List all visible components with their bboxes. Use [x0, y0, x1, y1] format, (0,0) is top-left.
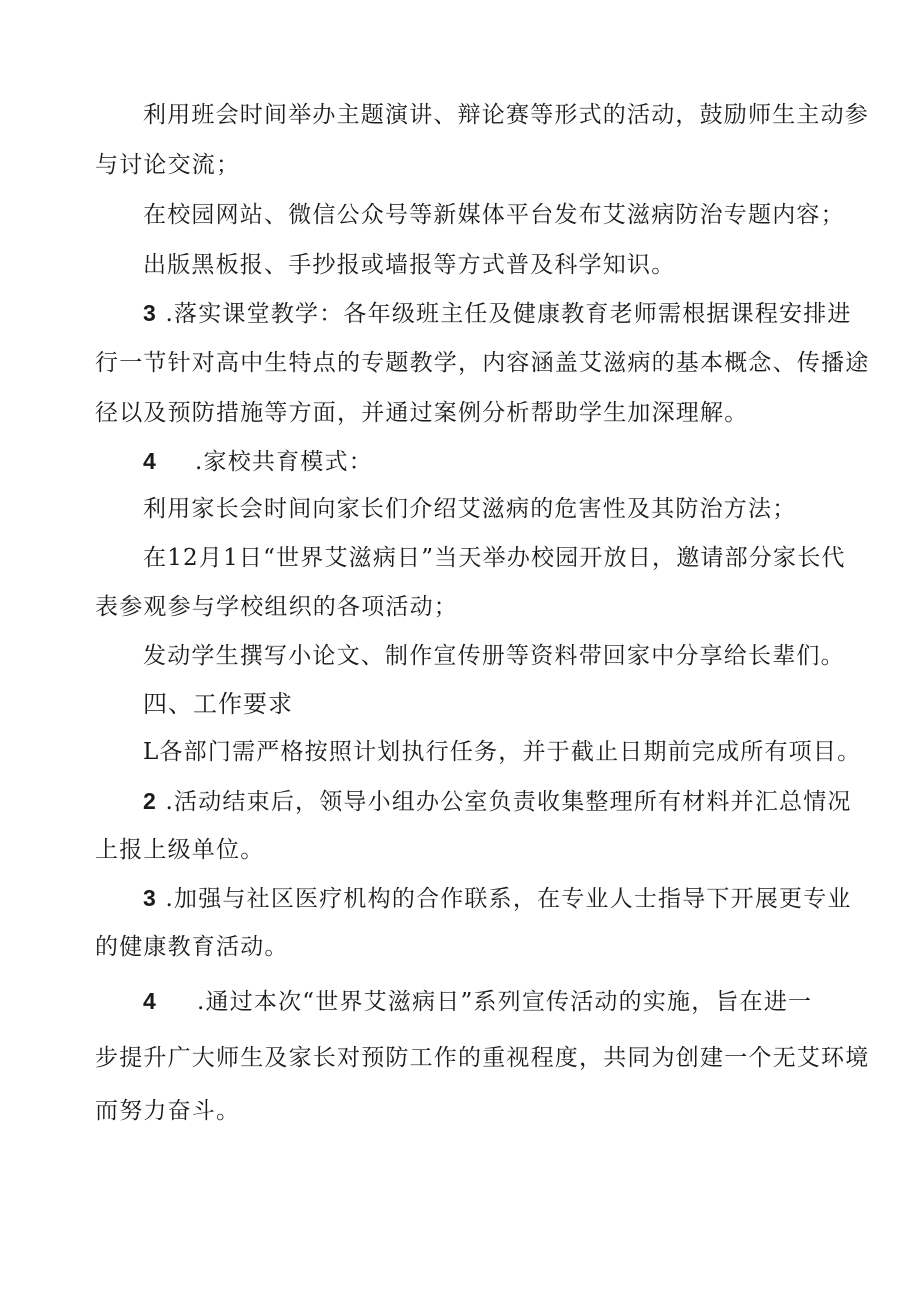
paragraph-line: 发动学生撰写小论文、制作宣传册等资料带回家中分享给长辈们。: [143, 643, 845, 669]
paragraph-line: 与讨论交流；: [95, 152, 241, 178]
paragraph-line: 在12月1日“世界艾滋病日”当天举办校园开放日，邀请部分家长代: [143, 545, 846, 571]
paragraph-line: 出版黑板报、手抄报或墙报等方式普及科学知识。: [143, 252, 676, 278]
requirement-item-2: [143, 786, 852, 817]
list-number: 4: [143, 448, 157, 474]
list-item-text: .通过本次“世界艾滋病日”系列宣传活动的实施，旨在进一: [197, 989, 813, 1015]
list-number: 3: [143, 300, 157, 326]
paragraph-line: 利用家长会时间向家长们介绍艾滋病的危害性及其防治方法；: [143, 496, 797, 522]
paragraph-line: 行一节针对高中生特点的专题教学，内容涵盖艾滋病的基本概念、传播途: [95, 350, 870, 376]
paragraph-line: 利用班会时间举办主题演讲、辩论赛等形式的活动，鼓励师生主动参: [143, 102, 869, 128]
requirement-item-3: [143, 883, 852, 914]
paragraph-line: 表参观参与学校组织的各项活动；: [95, 594, 458, 620]
list-item-3: [143, 298, 852, 329]
list-item-text: .加强与社区医疗机构的合作联系，在专业人士指导下开展更专业: [165, 886, 852, 912]
list-item-4: [143, 446, 373, 477]
paragraph-line: L各部门需严格按照计划执行任务，并于截止日期前完成所有项目。: [143, 739, 862, 765]
list-number: 3: [143, 885, 157, 911]
paragraph-line: 在校园网站、微信公众号等新媒体平台发布艾滋病防治专题内容；: [143, 202, 845, 228]
paragraph-line: 的健康教育活动。: [95, 934, 289, 960]
list-item-text: .落实课堂教学：各年级班主任及健康教育老师需根据课程安排进: [165, 301, 852, 327]
requirement-item-4: [143, 986, 812, 1017]
list-number: 2: [143, 788, 157, 814]
section-heading: 四、工作要求: [143, 690, 293, 718]
paragraph-line: 而努力奋斗。: [95, 1098, 241, 1124]
list-item-text: .活动结束后，领导小组办公室负责收集整理所有材料并汇总情况: [165, 789, 852, 815]
list-item-text: .家校共育模式：: [195, 449, 373, 475]
list-number: 4: [143, 988, 157, 1014]
paragraph-line: 径以及预防措施等方面，并通过案例分析帮助学生加深理解。: [95, 400, 749, 426]
paragraph-line: 上报上级单位。: [95, 837, 265, 863]
paragraph-line: 步提升广大师生及家长对预防工作的重视程度，共同为创建一个无艾环境: [95, 1045, 870, 1071]
